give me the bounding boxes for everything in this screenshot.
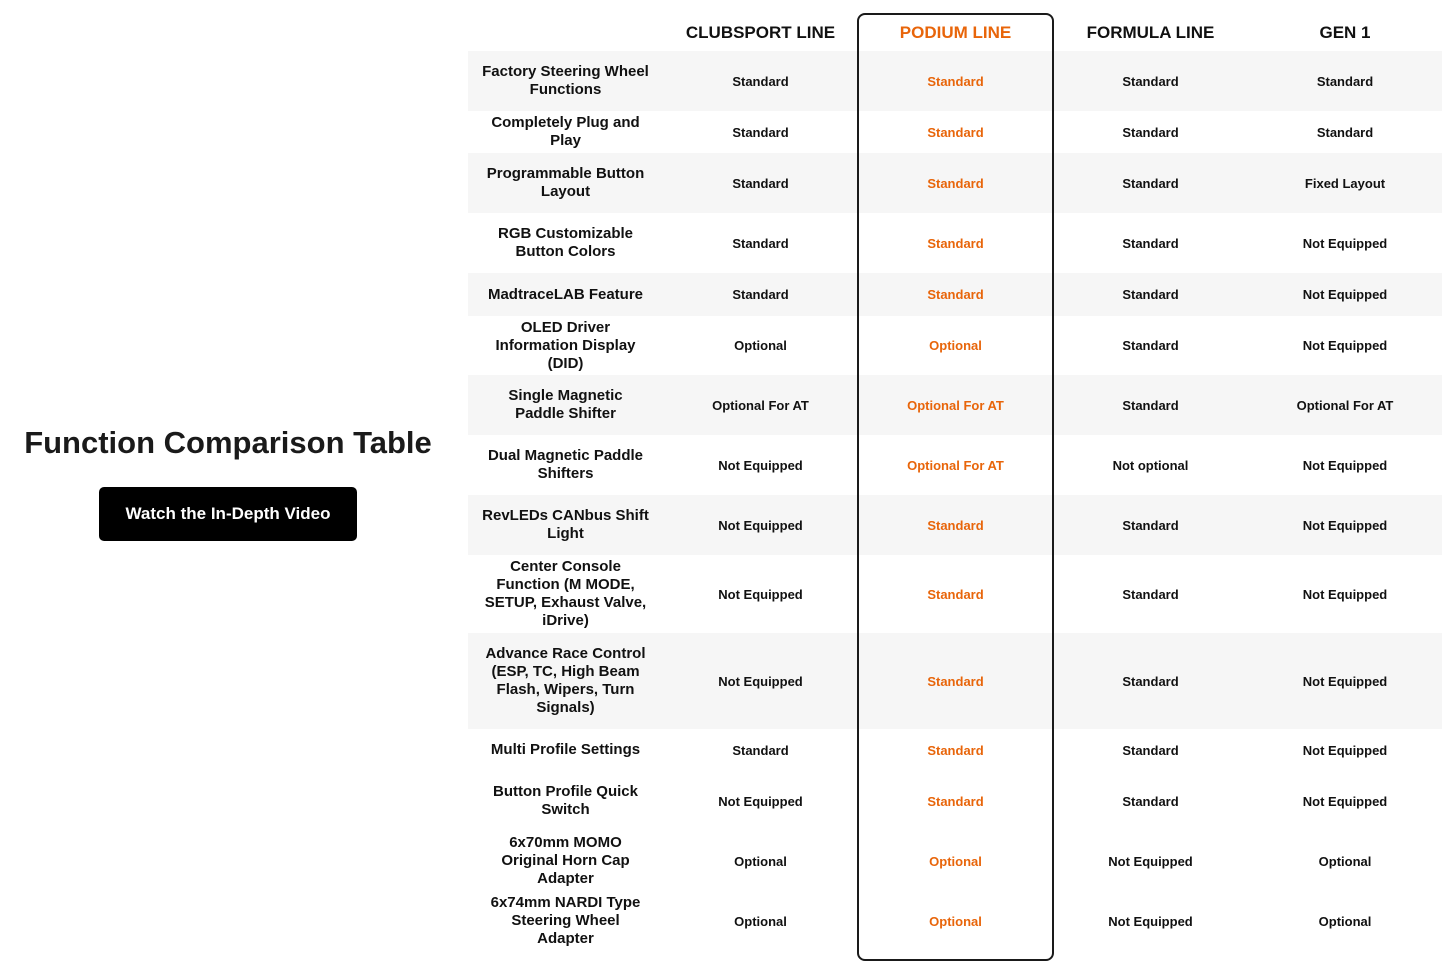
clubsport-value: Optional <box>734 853 787 869</box>
formula-value: Standard <box>1122 235 1179 251</box>
feature-label: Programmable Button Layout <box>468 153 663 213</box>
gen1-value: Optional <box>1318 913 1372 929</box>
feature-label: Advance Race Control (ESP, TC, High Beam Flash, Wipers, Turn Signals) <box>468 633 663 729</box>
formula-value: Standard <box>1122 586 1179 602</box>
gen1-value: Not Equipped <box>1302 457 1388 473</box>
table-row <box>468 891 1442 951</box>
header-clubsport-line: CLUBSPORT LINE <box>685 22 836 42</box>
podium-value: Standard <box>858 633 1053 729</box>
clubsport-value: Optional <box>734 338 787 353</box>
table-row <box>468 435 1442 495</box>
gen1-value: Not Equipped <box>1302 338 1388 353</box>
clubsport-value: Standard <box>663 51 858 111</box>
clubsport-value: Standard <box>732 742 789 758</box>
podium-value: Optional <box>929 338 982 353</box>
formula-value: Standard <box>1122 124 1179 140</box>
clubsport-value: Standard <box>663 273 858 316</box>
table-row <box>468 633 1442 729</box>
clubsport-value: Standard <box>732 235 789 251</box>
gen1-value: Not Equipped <box>1248 273 1442 316</box>
clubsport-value: Not Equipped <box>663 633 858 729</box>
formula-value: Standard <box>1053 153 1248 213</box>
clubsport-value: Not Equipped <box>718 793 803 809</box>
clubsport-value: Optional <box>734 913 787 929</box>
table-row <box>468 729 1442 771</box>
feature-label: OLED Driver Information Display (DID) <box>495 318 636 372</box>
podium-value: Optional <box>929 853 982 869</box>
formula-value: Standard <box>1053 273 1248 316</box>
page-title: Function Comparison Table <box>24 425 432 460</box>
table-row <box>468 495 1442 555</box>
clubsport-value: Not Equipped <box>718 586 803 602</box>
podium-value: Standard <box>927 586 984 602</box>
gen1-value: Not Equipped <box>1248 633 1442 729</box>
comparison-table-wrap <box>468 0 1442 951</box>
feature-label: Single Magnetic Paddle Shifter <box>468 375 663 435</box>
formula-value: Standard <box>1122 338 1179 353</box>
table-row <box>468 213 1442 273</box>
podium-value: Optional For AT <box>907 457 1004 473</box>
podium-value: Optional For AT <box>858 375 1053 435</box>
feature-label: RGB Customizable Button Colors <box>497 225 633 260</box>
podium-value: Standard <box>858 495 1053 555</box>
header-feature <box>468 0 663 51</box>
feature-label: Dual Magnetic Paddle Shifters <box>487 447 644 482</box>
formula-value: Standard <box>1122 742 1179 758</box>
formula-value: Standard <box>1053 633 1248 729</box>
gen1-value: Standard <box>1316 124 1374 140</box>
gen1-value: Not Equipped <box>1302 586 1388 602</box>
header-gen-1: GEN 1 <box>1319 22 1371 42</box>
feature-label: Completely Plug and Play <box>491 114 640 149</box>
gen1-value: Not Equipped <box>1302 793 1388 809</box>
gen1-value: Fixed Layout <box>1248 153 1442 213</box>
table-row <box>468 316 1442 375</box>
feature-label: RevLEDs CANbus Shift Light <box>468 495 663 555</box>
feature-label: MadtraceLAB Feature <box>468 273 663 316</box>
clubsport-value: Standard <box>663 153 858 213</box>
podium-value: Standard <box>858 51 1053 111</box>
table-row <box>468 831 1442 891</box>
table-row <box>468 375 1442 435</box>
formula-value: Standard <box>1053 51 1248 111</box>
feature-label: 6x70mm MOMO Original Horn Cap Adapter <box>501 834 630 887</box>
gen1-value: Standard <box>1248 51 1442 111</box>
header-podium-line: PODIUM LINE <box>899 22 1012 42</box>
feature-label: 6x74mm NARDI Type Steering Wheel Adapter <box>490 894 641 947</box>
clubsport-value: Optional For AT <box>663 375 858 435</box>
formula-value: Standard <box>1122 793 1179 809</box>
podium-value: Standard <box>927 742 984 758</box>
table-row <box>468 111 1442 153</box>
gen1-value: Optional <box>1318 853 1372 869</box>
clubsport-value: Not Equipped <box>663 495 858 555</box>
left-panel <box>0 0 456 976</box>
podium-value: Standard <box>927 235 984 251</box>
feature-label: Factory Steering Wheel Functions <box>468 51 663 111</box>
clubsport-value: Standard <box>732 124 789 140</box>
podium-value: Standard <box>927 793 984 809</box>
gen1-value: Not Equipped <box>1302 235 1388 251</box>
header-formula-line: FORMULA LINE <box>1086 22 1215 42</box>
comparison-table <box>468 0 1442 951</box>
formula-value: Not Equipped <box>1108 853 1193 869</box>
podium-value: Standard <box>858 153 1053 213</box>
gen1-value: Not Equipped <box>1248 495 1442 555</box>
table-row <box>468 153 1442 213</box>
gen1-value: Optional For AT <box>1248 375 1442 435</box>
podium-value: Optional <box>929 913 982 929</box>
watch-video-button[interactable]: Watch the In-Depth Video <box>99 487 357 541</box>
feature-label: Center Console Function (M MODE, SETUP, Exhaust Valve, iDrive) <box>484 558 647 629</box>
podium-value: Standard <box>927 124 984 140</box>
formula-value: Standard <box>1053 375 1248 435</box>
table-header-row <box>468 0 1442 51</box>
table-row <box>468 555 1442 633</box>
formula-value: Standard <box>1053 495 1248 555</box>
feature-label: Multi Profile Settings <box>490 741 641 758</box>
table-row <box>468 51 1442 111</box>
feature-label: Button Profile Quick Switch <box>492 783 638 818</box>
table-row <box>468 273 1442 316</box>
formula-value: Not Equipped <box>1108 913 1193 929</box>
table-row <box>468 771 1442 831</box>
formula-value: Not optional <box>1112 457 1189 473</box>
podium-value: Standard <box>858 273 1053 316</box>
clubsport-value: Not Equipped <box>718 457 803 473</box>
gen1-value: Not Equipped <box>1302 742 1388 758</box>
